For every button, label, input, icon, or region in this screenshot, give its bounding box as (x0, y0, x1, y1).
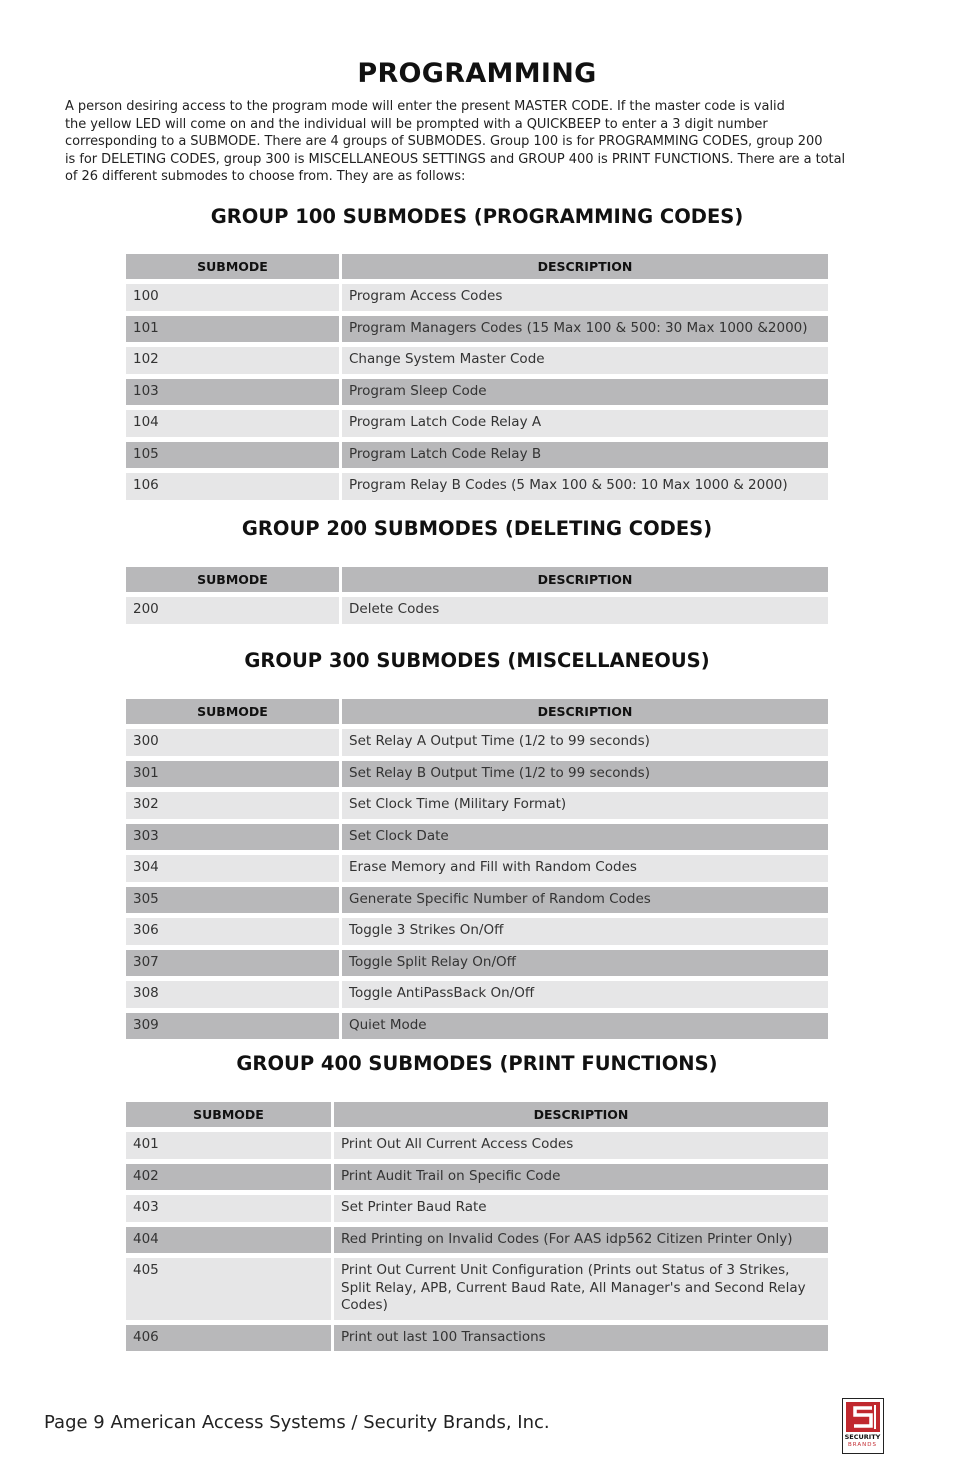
table-header-row (126, 567, 828, 592)
table-row (126, 918, 828, 945)
security-brands-logo (842, 1398, 884, 1454)
submode-description: Red Printing on Invalid Codes (For AAS idp562 Citizen Printer Only) (334, 1227, 828, 1254)
submode-description: Program Latch Code Relay A (342, 410, 828, 437)
submode-code: 300 (126, 729, 339, 756)
submode-description: Program Latch Code Relay B (342, 442, 828, 469)
table-row (126, 347, 828, 374)
submode-description: Program Access Codes (342, 284, 828, 311)
submode-code: 305 (126, 887, 339, 914)
submode-code: 302 (126, 792, 339, 819)
submode-code: 308 (126, 981, 339, 1008)
submode-description: Change System Master Code (342, 347, 828, 374)
table-row (126, 1325, 828, 1352)
submode-code: 307 (126, 950, 339, 977)
submode-code: 103 (126, 379, 339, 406)
group-200-table (123, 562, 831, 629)
submode-code: 304 (126, 855, 339, 882)
submode-description: Print out last 100 Transactions (334, 1325, 828, 1352)
table-row (126, 473, 828, 500)
submode-description: Set Clock Time (Military Format) (342, 792, 828, 819)
submode-code: 306 (126, 918, 339, 945)
submode-code: 105 (126, 442, 339, 469)
submode-code: 309 (126, 1013, 339, 1040)
table-row (126, 1013, 828, 1040)
table-row (126, 284, 828, 311)
submode-code: 404 (126, 1227, 331, 1254)
submode-description: Delete Codes (342, 597, 828, 624)
table-row (126, 855, 828, 882)
table-row (126, 1132, 828, 1159)
table-header-row (126, 699, 828, 724)
submode-code: 406 (126, 1325, 331, 1352)
table-row (126, 1164, 828, 1191)
submode-code: 104 (126, 410, 339, 437)
table-header-row (126, 254, 828, 279)
intro-paragraph: A person desiring access to the program mode will enter the present MASTER CODE. If the master code is valid the yellow LED will come on and the individual will be prompted with a QUICKBEEP to enter a 3 digit number corresponding to a SUBMODE. There are 4 groups of SUBMODES. Group 100 is for PROGRAMMING CODES, group 200 is for DELETING CODES, group 300 is MISCELLANEOUS SETTINGS and GROUP 400 is PRINT FUNCTIONS. There are a total of 26 different submodes to choose from. They are as follows: (65, 99, 846, 184)
table-row (126, 981, 828, 1008)
submode-description: Quiet Mode (342, 1013, 828, 1040)
submode-description: Toggle 3 Strikes On/Off (342, 918, 828, 945)
table-row (126, 729, 828, 756)
submode-code: 401 (126, 1132, 331, 1159)
group-200-heading: GROUP 200 SUBMODES (DELETING CODES) (241, 517, 713, 540)
group-300-table (123, 694, 831, 1044)
submode-description: Program Relay B Codes (5 Max 100 & 500: 10 Max 1000 & 2000) (342, 473, 828, 500)
page-title: PROGRAMMING (357, 58, 597, 89)
table-row (126, 442, 828, 469)
table-row (126, 1258, 828, 1320)
submode-code: 200 (126, 597, 339, 624)
submode-description: Print Out All Current Access Codes (334, 1132, 828, 1159)
submode-column-header: SUBMODE (126, 567, 339, 592)
group-100-table (123, 249, 831, 505)
group-400-table (123, 1097, 831, 1356)
table-row (126, 316, 828, 343)
table-row (126, 597, 828, 624)
table-row (126, 1195, 828, 1222)
table-row (126, 824, 828, 851)
logo-text-brands: BRANDS (848, 1442, 877, 1448)
submode-code: 102 (126, 347, 339, 374)
submode-description: Print Out Current Unit Configuration (Prints out Status of 3 Strikes, Split Relay, APB, Current Baud Rate, All Manager's and Second Relay Codes) (334, 1258, 828, 1320)
submode-code: 106 (126, 473, 339, 500)
group-400-heading: GROUP 400 SUBMODES (PRINT FUNCTIONS) (236, 1052, 718, 1075)
description-column-header: DESCRIPTION (342, 567, 828, 592)
submode-description: Generate Specific Number of Random Codes (342, 887, 828, 914)
submode-description: Toggle Split Relay On/Off (342, 950, 828, 977)
submode-code: 303 (126, 824, 339, 851)
submode-column-header: SUBMODE (126, 1102, 331, 1127)
submode-description: Print Audit Trail on Specific Code (334, 1164, 828, 1191)
group-100-heading: GROUP 100 SUBMODES (PROGRAMMING CODES) (210, 205, 744, 228)
submode-code: 405 (126, 1258, 331, 1320)
page-footer: Page 9 American Access Systems / Security Brands, Inc. (44, 1412, 550, 1433)
submode-description: Program Managers Codes (15 Max 100 & 500: 30 Max 1000 &2000) (342, 316, 828, 343)
table-row (126, 1227, 828, 1254)
submode-code: 101 (126, 316, 339, 343)
submode-column-header: SUBMODE (126, 699, 339, 724)
submode-code: 402 (126, 1164, 331, 1191)
submode-description: Erase Memory and Fill with Random Codes (342, 855, 828, 882)
table-row (126, 410, 828, 437)
submode-description: Set Clock Date (342, 824, 828, 851)
description-column-header: DESCRIPTION (342, 699, 828, 724)
submode-column-header: SUBMODE (126, 254, 339, 279)
submode-code: 301 (126, 761, 339, 788)
table-row (126, 379, 828, 406)
submode-description: Set Relay B Output Time (1/2 to 99 seconds) (342, 761, 828, 788)
submode-description: Program Sleep Code (342, 379, 828, 406)
table-row (126, 761, 828, 788)
submode-code: 100 (126, 284, 339, 311)
description-column-header: DESCRIPTION (334, 1102, 828, 1127)
submode-description: Set Printer Baud Rate (334, 1195, 828, 1222)
table-row (126, 950, 828, 977)
submode-description: Toggle AntiPassBack On/Off (342, 981, 828, 1008)
group-300-heading: GROUP 300 SUBMODES (MISCELLANEOUS) (244, 649, 710, 672)
table-row (126, 887, 828, 914)
table-header-row (126, 1102, 828, 1127)
logo-text-security: SECURITY (844, 1433, 881, 1441)
security-brands-logo-icon (846, 1402, 880, 1432)
submode-code: 403 (126, 1195, 331, 1222)
table-row (126, 792, 828, 819)
description-column-header: DESCRIPTION (342, 254, 828, 279)
submode-description: Set Relay A Output Time (1/2 to 99 seconds) (342, 729, 828, 756)
